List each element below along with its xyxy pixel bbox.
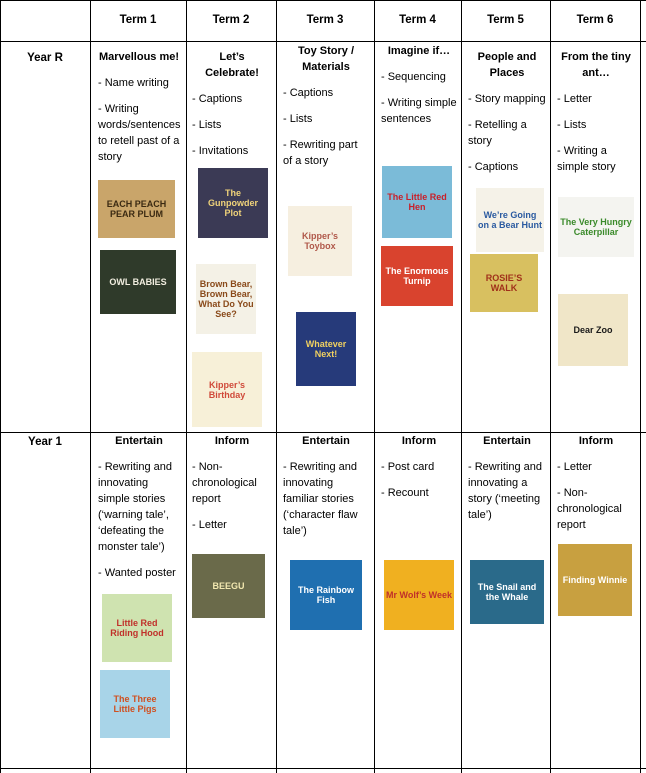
header-term-3: Term 3 — [306, 14, 344, 26]
book-kippers-toybox: Kipper’s Toybox — [288, 206, 352, 276]
cell-y1-term1: Entertain - Rewriting and innovating simple stories (‘warning tale’, ‘defeating the monster tale’) - Wanted poster — [98, 435, 176, 579]
book-bear-hunt: We’re Going on a Bear Hunt — [476, 188, 544, 252]
book-beegu: BEEGU — [192, 554, 265, 618]
header-term-6: Term 6 — [576, 14, 614, 26]
cell-yr-term1: Marvellous me! - Name writing - Writing words/sentences to retell past of a story — [98, 51, 181, 163]
header-term-2: Term 2 — [212, 14, 250, 26]
header-term-4: Term 4 — [399, 14, 436, 26]
cell-yr-term6: From the tiny ant… - Letter - Lists - Writing a simple story — [557, 51, 631, 173]
book-gunpowder-plot: The Gunpowder Plot — [198, 168, 268, 238]
book-hungry-caterpillar: The Very Hungry Caterpillar — [558, 197, 634, 257]
book-rainbow-fish: The Rainbow Fish — [290, 560, 362, 630]
year-label-reception: Year R — [27, 52, 63, 64]
book-whatever-next: Whatever Next! — [296, 312, 356, 386]
book-little-red-hen: The Little Red Hen — [382, 166, 452, 238]
cell-yr-term4: Imagine if… - Sequencing - Writing simple sentences — [381, 45, 457, 125]
book-finding-winnie: Finding Winnie — [558, 544, 632, 616]
book-brown-bear: Brown Bear, Brown Bear, What Do You See? — [196, 264, 256, 334]
cell-y1-term2: Inform - Non-chronological report - Letter — [192, 435, 257, 531]
year-label-year-1: Year 1 — [28, 436, 62, 448]
book-enormous-turnip: The Enormous Turnip — [381, 246, 453, 306]
cell-yr-term3: Toy Story / Materials - Captions - Lists - Rewriting part of a story — [283, 45, 358, 167]
cell-y1-term3: Entertain - Rewriting and innovating familiar stories (‘character flaw tale’) — [283, 435, 358, 537]
book-each-peach-pear-plum: EACH PEACH PEAR PLUM — [98, 180, 175, 238]
cell-yr-term5: People and Places - Story mapping - Retelling a story - Captions — [468, 51, 546, 173]
header-term-5: Term 5 — [487, 14, 524, 26]
cell-y1-term6: Inform - Letter - Non-chronological report — [557, 435, 622, 531]
cell-y1-term5: Entertain - Rewriting and innovating a story (‘meeting tale’) — [468, 435, 542, 521]
book-rosies-walk: ROSIE’S WALK — [470, 254, 538, 312]
cell-y1-term4: Inform - Post card - Recount — [381, 435, 437, 499]
book-little-red-riding-hood: Little Red Riding Hood — [102, 594, 172, 662]
book-snail-and-whale: The Snail and the Whale — [470, 560, 544, 624]
book-owl-babies: OWL BABIES — [100, 250, 176, 314]
book-kippers-birthday: Kipper’s Birthday — [192, 352, 262, 427]
cell-yr-term2: Let’s Celebrate! - Captions - Lists - Invitations — [192, 51, 259, 157]
book-mr-wolfs-week: Mr Wolf’s Week — [384, 560, 454, 630]
header-term-1: Term 1 — [119, 14, 157, 26]
book-dear-zoo: Dear Zoo — [558, 294, 628, 366]
book-three-little-pigs: The Three Little Pigs — [100, 670, 170, 738]
